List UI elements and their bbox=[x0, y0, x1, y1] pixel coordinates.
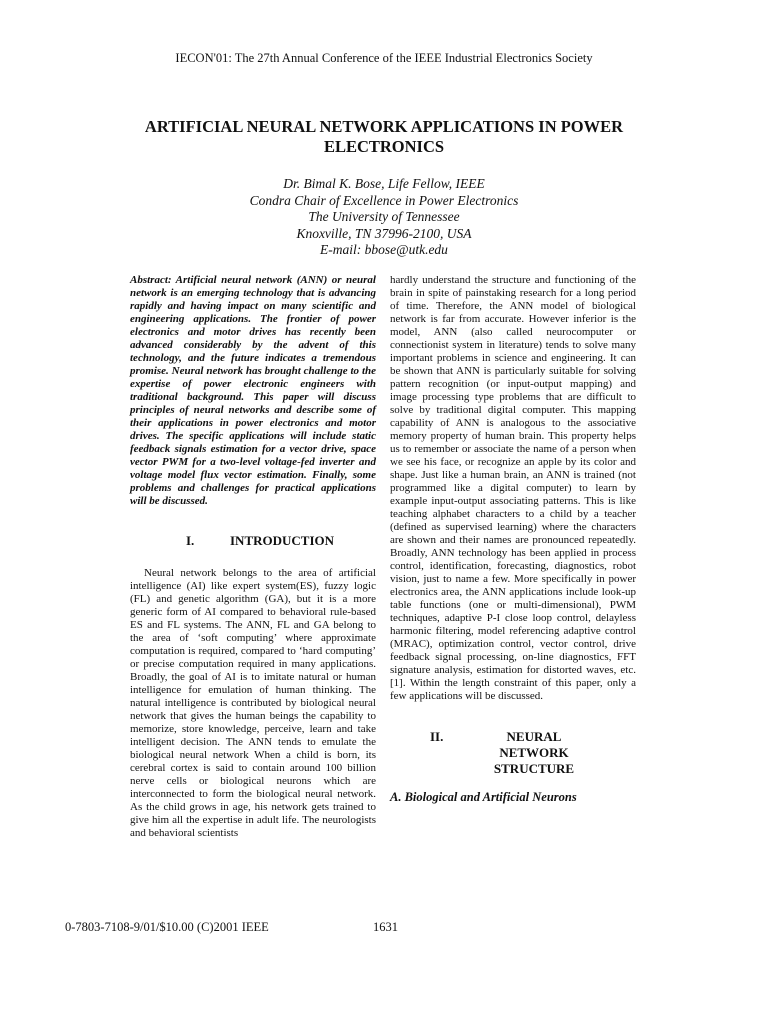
introduction-paragraph-continued: hardly understand the structure and functioning of the brain in spite of painstaking research for a long period of time. Therefore, the ANN model of biological network is far from accurate. However inferior is the model, ANN (also called neurocomputer or connectionist system in literature) tends to solve many important problems in science and engineering. It can be shown that ANN is particularly suitable for solving pattern recognition (or input-output mapping) and image processing type problems that are difficult to solve by traditional digital computer. This mapping capability of ANN is analogous to the associative memory property of human brain. This property helps us to remember or associate the name of a person when we see his face, or recognize an apple by its color and shape. Just like a human brain, an ANN is trained (not programmed like a digital computer) to learn by example input-output associating patterns. This is like teaching alphabet characters to a child by a teacher (defined as supervised learning) where the characters are shown and their names are pronounced repeatedly. Broadly, ANN technology has been applied in process control, identification, forecasting, diagnostics, robot vision, just to name a few. More specifically in power electronics area, the ANN applications include look-up table functions (one or multi-dimensional), PWM techniques, adaptive P-I close loop control, delayless harmonic filtering, model referencing adaptive control (MRAC), optimization control, vector control, drive feedback signal processing, on-line diagnostics, FFT signature analysis, estimation for distorted waves, etc. [1]. Within the length constraint of this paper, only a few applications will be discussed. bbox=[390, 274, 636, 702]
left-column bbox=[130, 274, 376, 840]
introduction-paragraph: Neural network belongs to the area of artificial intelligence (AI) like expert system(ES), fuzzy logic (FL) and genetic algorithm (GA), but it is a more generic form of AI compared to behavioral rule-based ES and FL systems. The ANN, FL and GA belong to the area of ‘soft computing’ where approximate computation is required, compared to ‘hard computing’ or precise computation required in many applications. Broadly, the goal of AI is to imitate natural or human intelligence for emulation of human thinking. The natural intelligence is contributed by biological neural network that gives the human beings the capability to memorize, store knowledge, perceive, learn and take intelligent decision. The ANN tends to emulate the biological neural network When a child is born, its cerebral cortex is said to contain around 100 billion nerve cells or biological neurons which are interconnected to form the biological neural network. As the child grows in age, his network gets trained to give him all the expertise in adult life. The neurologists and behavioral scientists bbox=[130, 567, 376, 839]
author-position: Condra Chair of Excellence in Power Electronics bbox=[249, 192, 519, 208]
author-address: Knoxville, TN 37996-2100, USA bbox=[296, 225, 472, 241]
paper-title: ARTIFICIAL NEURAL NETWORK APPLICATIONS IN POWER ELECTRONICS bbox=[144, 117, 624, 156]
subsection-heading: A. Biological and Artificial Neurons bbox=[390, 790, 577, 804]
conference-header: IECON'01: The 27th Annual Conference of the IEEE Industrial Electronics Society bbox=[175, 51, 593, 65]
section-number: II. bbox=[430, 729, 444, 744]
right-column bbox=[390, 274, 636, 804]
author-name: Dr. Bimal K. Bose, Life Fellow, IEEE bbox=[283, 176, 485, 191]
section-title-line2: STRUCTURE bbox=[493, 761, 575, 776]
section-title: INTRODUCTION bbox=[230, 533, 335, 548]
abstract: Abstract: Artificial neural network (ANN) or neural network is an emerging technology that is advancing rapidly and having impact on many scientific and engineering applications. The frontier of power electronics and motor drives has recently been advanced considerably by the advent of this technology, and the future indicates a tremendous promise. Neural network has brought challenge to the expertise of power electronic engineers with traditional background. This paper will discuss principles of neural networks and describe some of their applications in power electronics and motor drives. The specific applications will include static feedback signals estimation for a vector drive, space vector PWM for a two-level voltage-fed inverter and voltage model flux vector estimation. Finally, some problems and challenges for practical applications will be discussed. bbox=[130, 274, 376, 507]
section-title-line1: NEURAL NETWORK bbox=[499, 729, 569, 760]
copyright-footer: 0-7803-7108-9/01/$10.00 (C)2001 IEEE bbox=[65, 920, 269, 934]
page-number: 1631 bbox=[373, 920, 398, 934]
author-block bbox=[0, 176, 768, 259]
section-number: I. bbox=[186, 533, 195, 548]
section-heading-introduction bbox=[130, 534, 376, 547]
author-university: The University of Tennessee bbox=[308, 209, 460, 224]
section-heading-neural-network-structure bbox=[390, 729, 636, 777]
author-email[interactable]: E-mail: bbose@utk.edu bbox=[320, 242, 448, 257]
section-title bbox=[474, 729, 594, 777]
